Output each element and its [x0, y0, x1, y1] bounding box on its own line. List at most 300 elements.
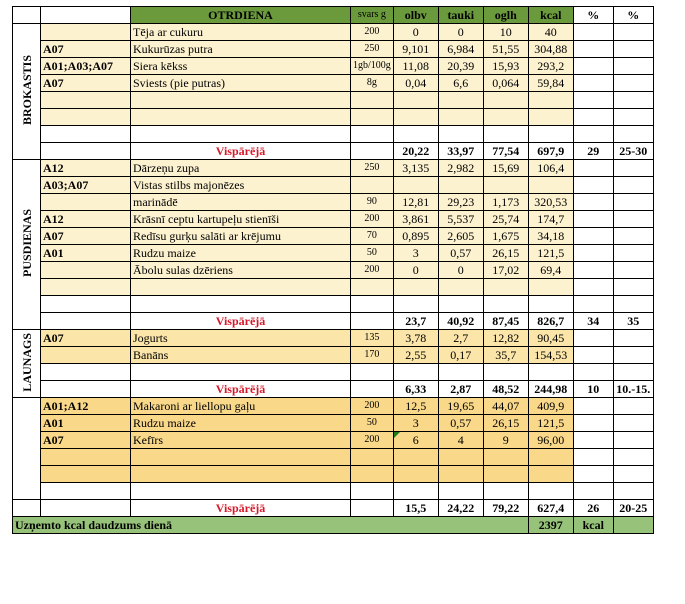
dish-protein: 3	[393, 415, 438, 432]
total-label: Vispārējā	[131, 500, 351, 517]
day-total-kcal: 2397	[528, 517, 573, 534]
dish-kcal: 69,4	[528, 262, 573, 279]
empty-cell	[131, 92, 351, 109]
total-label: Vispārējā	[131, 381, 351, 398]
allergen-codes: A07	[41, 75, 131, 92]
empty-cell	[613, 449, 653, 466]
dish-carbs: 1,675	[483, 228, 528, 245]
total-kcal: 244,98	[528, 381, 573, 398]
allergen-codes: A01	[41, 245, 131, 262]
total-fat: 2,87	[438, 381, 483, 398]
section-dinner-label	[13, 398, 41, 500]
total-label: Vispārējā	[131, 313, 351, 330]
table-row	[13, 58, 654, 75]
table-row	[13, 75, 654, 92]
header-carbs: oglh	[483, 7, 528, 24]
empty-cell	[483, 466, 528, 483]
empty-cell	[528, 364, 573, 381]
empty-cell	[573, 58, 613, 75]
dish-name: Tēja ar cukuru	[131, 24, 351, 41]
header-weight: svars g	[351, 7, 394, 24]
allergen-codes	[41, 347, 131, 364]
allergen-codes: A07	[41, 432, 131, 449]
empty-cell	[131, 483, 351, 500]
total-pct-range: 20-25	[613, 500, 653, 517]
dish-carbs: 15,69	[483, 160, 528, 177]
allergen-codes: A01	[41, 415, 131, 432]
empty-cell	[573, 483, 613, 500]
empty-cell	[438, 109, 483, 126]
allergen-codes	[41, 262, 131, 279]
table-row-empty	[13, 364, 654, 381]
dish-name: marinādē	[131, 194, 351, 211]
empty-cell	[613, 398, 653, 415]
table-row	[13, 262, 654, 279]
empty-cell	[573, 347, 613, 364]
empty-cell	[438, 92, 483, 109]
dish-name: Krāsnī ceptu kartupeļu stienīši	[131, 211, 351, 228]
total-pct: 10	[573, 381, 613, 398]
empty-cell	[351, 279, 394, 296]
empty-cell	[573, 398, 613, 415]
empty-cell	[613, 211, 653, 228]
empty-cell	[573, 466, 613, 483]
dish-carbs: 51,55	[483, 41, 528, 58]
dish-weight: 1gb/100g	[351, 58, 394, 75]
empty-cell	[41, 92, 131, 109]
total-pct-range: 35	[613, 313, 653, 330]
header-fat: tauki	[438, 7, 483, 24]
section-label-text: LAUNAGS	[19, 332, 34, 392]
empty-cell	[613, 58, 653, 75]
allergen-codes: A12	[41, 211, 131, 228]
empty-cell	[351, 296, 394, 313]
dish-carbs: 12,82	[483, 330, 528, 347]
total-label: Vispārējā	[131, 143, 351, 160]
empty-cell	[351, 92, 394, 109]
dish-fat: 2,605	[438, 228, 483, 245]
table-row	[13, 194, 654, 211]
empty-cell	[613, 194, 653, 211]
dish-weight: 200	[351, 24, 394, 41]
breakfast-total-row	[13, 143, 654, 160]
day-total-row	[13, 517, 654, 534]
dish-kcal: 121,5	[528, 245, 573, 262]
table-row	[13, 41, 654, 58]
empty-cell	[573, 24, 613, 41]
total-kcal: 627,4	[528, 500, 573, 517]
dish-name: Banāns	[131, 347, 351, 364]
empty-cell	[351, 381, 394, 398]
empty-cell	[573, 279, 613, 296]
empty-cell	[613, 330, 653, 347]
day-total-unit: kcal	[573, 517, 613, 534]
empty-cell	[573, 449, 613, 466]
dish-kcal: 59,84	[528, 75, 573, 92]
empty-cell	[393, 449, 438, 466]
total-fat: 40,92	[438, 313, 483, 330]
empty-cell	[131, 364, 351, 381]
total-kcal: 826,7	[528, 313, 573, 330]
empty-cell	[573, 262, 613, 279]
dish-protein: 12,81	[393, 194, 438, 211]
empty-cell	[613, 432, 653, 449]
empty-cell	[131, 126, 351, 143]
total-carbs: 79,22	[483, 500, 528, 517]
empty-cell	[393, 109, 438, 126]
dish-name: Sviests (pie putras)	[131, 75, 351, 92]
total-protein: 6,33	[393, 381, 438, 398]
empty-cell	[573, 177, 613, 194]
empty-cell	[438, 483, 483, 500]
table-row	[13, 347, 654, 364]
empty-cell	[13, 500, 41, 517]
dish-carbs: 10	[483, 24, 528, 41]
empty-cell	[438, 364, 483, 381]
empty-cell	[393, 364, 438, 381]
empty-cell	[573, 126, 613, 143]
dish-carbs: 26,15	[483, 245, 528, 262]
total-fat: 33,97	[438, 143, 483, 160]
empty-cell	[573, 160, 613, 177]
total-pct: 26	[573, 500, 613, 517]
dish-name: Redīsu gurķu salāti ar krējumu	[131, 228, 351, 245]
dish-kcal: 121,5	[528, 415, 573, 432]
allergen-codes: A01;A12	[41, 398, 131, 415]
empty-cell	[613, 24, 653, 41]
empty-cell	[528, 92, 573, 109]
dish-kcal: 304,88	[528, 41, 573, 58]
empty-cell	[483, 109, 528, 126]
empty-cell	[573, 228, 613, 245]
dish-fat: 0	[438, 24, 483, 41]
dish-fat: 0,57	[438, 415, 483, 432]
empty-cell	[351, 483, 394, 500]
empty-cell	[613, 228, 653, 245]
empty-cell	[483, 279, 528, 296]
dish-weight: 50	[351, 245, 394, 262]
empty-cell	[41, 449, 131, 466]
dish-name: Kefīrs	[131, 432, 351, 449]
dish-weight: 250	[351, 160, 394, 177]
table-row	[13, 177, 654, 194]
table-row	[13, 211, 654, 228]
dish-kcal: 154,53	[528, 347, 573, 364]
total-fat: 24,22	[438, 500, 483, 517]
allergen-codes: A01;A03;A07	[41, 58, 131, 75]
empty-cell	[528, 466, 573, 483]
empty-cell	[41, 143, 131, 160]
allergen-codes: A12	[41, 160, 131, 177]
total-pct: 34	[573, 313, 613, 330]
day-total-label: Uzņemto kcal daudzums dienā	[13, 517, 529, 534]
section-label-text: BROKASTIS	[19, 54, 34, 126]
empty-cell	[483, 449, 528, 466]
dish-name: Kukurūzas putra	[131, 41, 351, 58]
empty-cell	[573, 92, 613, 109]
dish-kcal: 34,18	[528, 228, 573, 245]
table-row	[13, 415, 654, 432]
empty-cell	[613, 109, 653, 126]
empty-cell	[351, 466, 394, 483]
dish-fat: 20,39	[438, 58, 483, 75]
dish-protein: 12,5	[393, 398, 438, 415]
empty-cell	[131, 279, 351, 296]
empty-cell	[613, 126, 653, 143]
empty-cell	[613, 245, 653, 262]
dish-weight: 90	[351, 194, 394, 211]
dish-protein: 3,135	[393, 160, 438, 177]
dish-protein: 0	[393, 262, 438, 279]
table-row-empty	[13, 296, 654, 313]
empty-cell	[573, 432, 613, 449]
empty-cell	[438, 466, 483, 483]
dish-weight: 200	[351, 398, 394, 415]
allergen-codes: A07	[41, 330, 131, 347]
table-row	[13, 330, 654, 347]
empty-cell	[528, 483, 573, 500]
allergen-codes	[41, 194, 131, 211]
dish-carbs: 35,7	[483, 347, 528, 364]
empty-cell	[613, 41, 653, 58]
dish-carbs: 9	[483, 432, 528, 449]
section-breakfast-label	[13, 24, 41, 160]
empty-cell	[573, 109, 613, 126]
empty-cell	[613, 177, 653, 194]
header-kcal: kcal	[528, 7, 573, 24]
total-pct-range: 25-30	[613, 143, 653, 160]
dish-carbs: 44,07	[483, 398, 528, 415]
empty-cell	[131, 466, 351, 483]
empty-cell	[613, 483, 653, 500]
empty-cell	[41, 364, 131, 381]
empty-cell	[573, 211, 613, 228]
allergen-codes: A07	[41, 41, 131, 58]
dish-fat: 0,57	[438, 245, 483, 262]
empty-cell	[528, 126, 573, 143]
header-blank-cell	[13, 7, 41, 24]
dish-name: Dārzeņu zupa	[131, 160, 351, 177]
empty-cell	[573, 364, 613, 381]
empty-cell	[41, 279, 131, 296]
table-row-empty	[13, 466, 654, 483]
empty-cell	[351, 313, 394, 330]
dish-weight: 70	[351, 228, 394, 245]
table-row	[13, 245, 654, 262]
empty-cell	[393, 483, 438, 500]
dish-name: Rudzu maize	[131, 245, 351, 262]
table-row	[13, 24, 654, 41]
empty-cell	[483, 296, 528, 313]
empty-cell	[41, 126, 131, 143]
dish-fat: 19,65	[438, 398, 483, 415]
dish-carbs	[483, 177, 528, 194]
section-lunch-label	[13, 160, 41, 330]
dish-protein: 0,04	[393, 75, 438, 92]
dish-kcal: 409,9	[528, 398, 573, 415]
empty-cell	[573, 415, 613, 432]
snack-total-row	[13, 381, 654, 398]
dish-fat: 5,537	[438, 211, 483, 228]
total-carbs: 87,45	[483, 313, 528, 330]
empty-cell	[483, 364, 528, 381]
header-pct-range: %	[613, 7, 653, 24]
dish-fat: 6,6	[438, 75, 483, 92]
lunch-total-row	[13, 313, 654, 330]
section-label-text: PUSDIENAS	[19, 208, 34, 277]
empty-cell	[351, 364, 394, 381]
dish-weight: 170	[351, 347, 394, 364]
empty-cell	[613, 517, 653, 534]
empty-cell	[351, 126, 394, 143]
dish-weight: 50	[351, 415, 394, 432]
dish-carbs: 17,02	[483, 262, 528, 279]
empty-cell	[41, 381, 131, 398]
empty-cell	[613, 279, 653, 296]
allergen-codes	[41, 24, 131, 41]
table-row	[13, 228, 654, 245]
dish-kcal: 174,7	[528, 211, 573, 228]
table-row-empty	[13, 92, 654, 109]
empty-cell	[393, 279, 438, 296]
total-pct: 29	[573, 143, 613, 160]
dish-name: Siera kēkss	[131, 58, 351, 75]
table-row-empty	[13, 126, 654, 143]
empty-cell	[573, 75, 613, 92]
dish-weight	[351, 177, 394, 194]
dish-fat: 29,23	[438, 194, 483, 211]
empty-cell	[41, 313, 131, 330]
dish-fat: 4	[438, 432, 483, 449]
empty-cell	[613, 92, 653, 109]
empty-cell	[528, 279, 573, 296]
dish-carbs: 1,173	[483, 194, 528, 211]
empty-cell	[393, 296, 438, 313]
dish-fat	[438, 177, 483, 194]
allergen-codes: A07	[41, 228, 131, 245]
dish-kcal: 40	[528, 24, 573, 41]
dish-protein: 9,101	[393, 41, 438, 58]
empty-cell	[41, 466, 131, 483]
empty-cell	[613, 262, 653, 279]
empty-cell	[613, 75, 653, 92]
empty-cell	[41, 296, 131, 313]
dish-protein: 0	[393, 24, 438, 41]
allergen-codes: A03;A07	[41, 177, 131, 194]
empty-cell	[131, 449, 351, 466]
menu-table	[12, 6, 654, 534]
total-carbs: 77,54	[483, 143, 528, 160]
empty-cell	[573, 330, 613, 347]
dish-name: Jogurts	[131, 330, 351, 347]
dish-name: Vistas stilbs majonēzes	[131, 177, 351, 194]
dish-weight: 250	[351, 41, 394, 58]
empty-cell	[613, 296, 653, 313]
empty-cell	[351, 449, 394, 466]
table-row-empty	[13, 483, 654, 500]
empty-cell	[528, 109, 573, 126]
total-kcal: 697,9	[528, 143, 573, 160]
table-row-empty	[13, 279, 654, 296]
dish-fat: 0	[438, 262, 483, 279]
empty-cell	[438, 126, 483, 143]
header-blank-cell	[41, 7, 131, 24]
empty-cell	[41, 109, 131, 126]
empty-cell	[131, 296, 351, 313]
dish-carbs: 25,74	[483, 211, 528, 228]
dish-kcal: 96,00	[528, 432, 573, 449]
dinner-total-row	[13, 500, 654, 517]
empty-cell	[351, 143, 394, 160]
dish-protein: 3,861	[393, 211, 438, 228]
dish-fat: 0,17	[438, 347, 483, 364]
empty-cell	[483, 483, 528, 500]
empty-cell	[41, 500, 131, 517]
total-protein: 15,5	[393, 500, 438, 517]
empty-cell	[483, 126, 528, 143]
dish-weight: 135	[351, 330, 394, 347]
dish-kcal: 293,2	[528, 58, 573, 75]
empty-cell	[351, 500, 394, 517]
empty-cell	[528, 449, 573, 466]
total-protein: 23,7	[393, 313, 438, 330]
empty-cell	[351, 109, 394, 126]
empty-cell	[528, 296, 573, 313]
dish-carbs: 26,15	[483, 415, 528, 432]
empty-cell	[613, 160, 653, 177]
empty-cell	[438, 279, 483, 296]
empty-cell	[131, 109, 351, 126]
dish-fat: 2,982	[438, 160, 483, 177]
dish-fat: 6,984	[438, 41, 483, 58]
table-row-empty	[13, 109, 654, 126]
dish-weight: 200	[351, 211, 394, 228]
dish-protein: 6	[393, 432, 438, 449]
dish-kcal: 90,45	[528, 330, 573, 347]
empty-cell	[613, 347, 653, 364]
dish-fat: 2,7	[438, 330, 483, 347]
empty-cell	[393, 126, 438, 143]
dish-weight: 8g	[351, 75, 394, 92]
dish-protein	[393, 177, 438, 194]
dish-kcal	[528, 177, 573, 194]
empty-cell	[41, 483, 131, 500]
section-snack-label	[13, 330, 41, 398]
table-row	[13, 398, 654, 415]
dish-name: Rudzu maize	[131, 415, 351, 432]
header-protein: olbv	[393, 7, 438, 24]
dish-protein: 0,895	[393, 228, 438, 245]
empty-cell	[573, 41, 613, 58]
dish-protein: 3,78	[393, 330, 438, 347]
header-pct: %	[573, 7, 613, 24]
dish-weight: 200	[351, 262, 394, 279]
empty-cell	[393, 466, 438, 483]
dish-carbs: 0,064	[483, 75, 528, 92]
dish-protein: 3	[393, 245, 438, 262]
header-row	[13, 7, 654, 24]
table-row	[13, 432, 654, 449]
empty-cell	[573, 194, 613, 211]
dish-kcal: 320,53	[528, 194, 573, 211]
total-pct-range: 10.-15.	[613, 381, 653, 398]
dish-name: Makaroni ar liellopu gaļu	[131, 398, 351, 415]
empty-cell	[613, 364, 653, 381]
total-carbs: 48,52	[483, 381, 528, 398]
dish-carbs: 15,93	[483, 58, 528, 75]
dish-protein: 11,08	[393, 58, 438, 75]
empty-cell	[573, 245, 613, 262]
